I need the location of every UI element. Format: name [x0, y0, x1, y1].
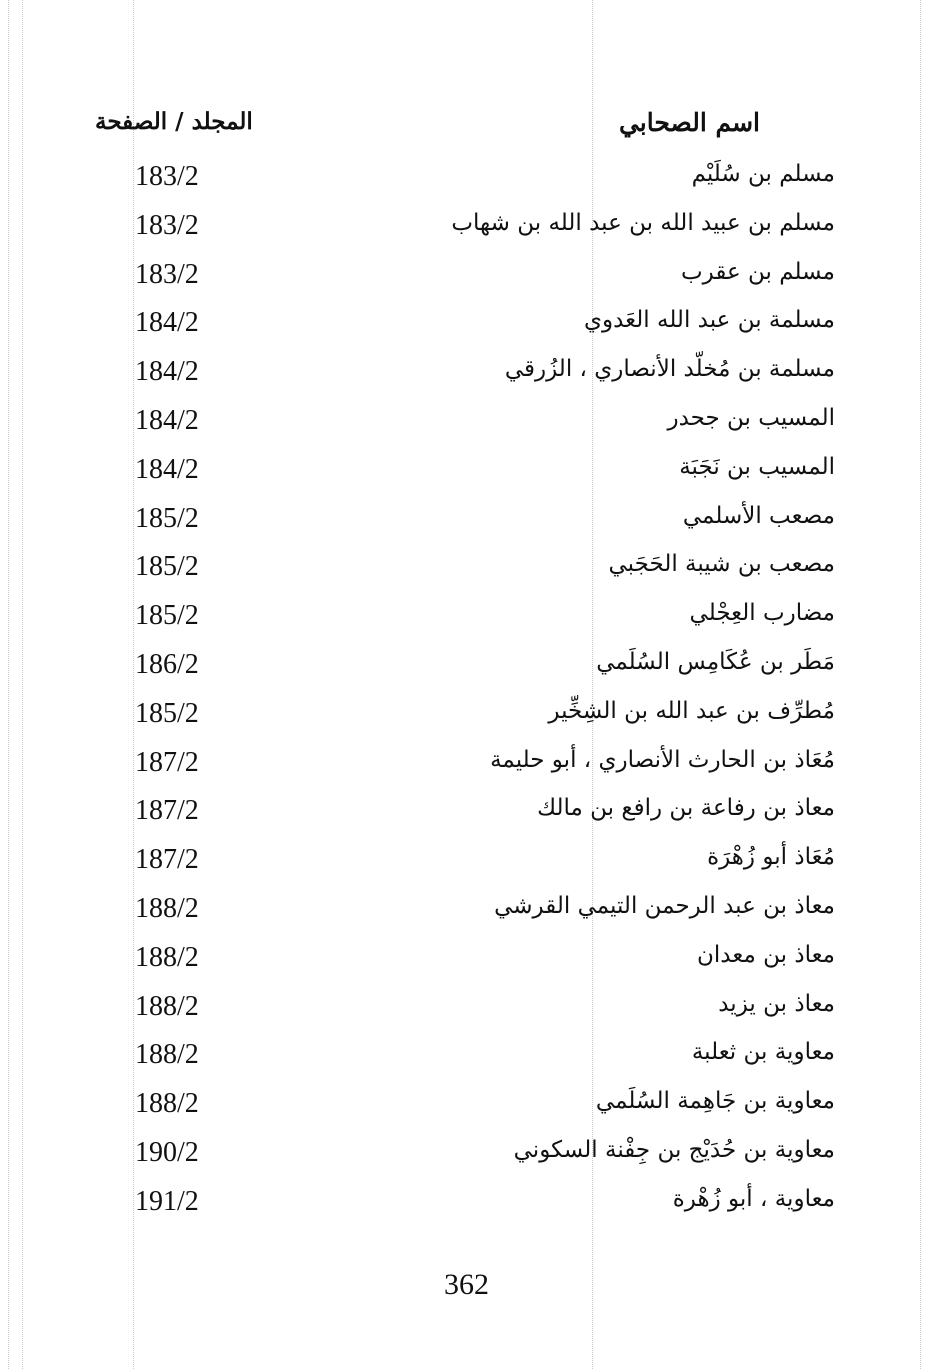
index-entry: [90, 1082, 840, 1131]
index-entry: [90, 594, 840, 643]
table-header: [90, 108, 840, 148]
entry-ref: 188/2: [135, 941, 199, 973]
index-entry: [90, 838, 840, 887]
entry-ref: 188/2: [135, 990, 199, 1022]
scan-edge-line-left-inner: [22, 0, 23, 1369]
entry-ref: 184/2: [135, 307, 199, 339]
entry-name: مسلمة بن مُخلّد الأنصاري ، الزُرقي: [504, 356, 835, 383]
entry-name: مُعَاذ بن الحارث الأنصاري ، أبو حليمة: [490, 746, 835, 773]
index-entry: [90, 350, 840, 399]
index-entry: [90, 253, 840, 302]
entry-ref: 190/2: [135, 1136, 199, 1168]
index-entry: [90, 204, 840, 253]
index-entry: [90, 1180, 840, 1229]
entry-ref: 186/2: [135, 648, 199, 680]
entry-name: مُعَاذ أبو زُهْرَة: [707, 844, 835, 871]
index-entry: [90, 643, 840, 692]
entry-ref: 187/2: [135, 844, 199, 876]
index-entry: [90, 497, 840, 546]
entry-name: معاذ بن عبد الرحمن التيمي القرشي: [494, 892, 835, 919]
entry-ref: 185/2: [135, 697, 199, 729]
entry-name: المسيب بن جحدر: [667, 404, 835, 431]
entry-name: معاوية ، أبو زُهْرة: [672, 1185, 835, 1212]
entry-name: معاذ بن يزيد: [718, 990, 835, 1017]
entry-name: مسلم بن عبيد الله بن عبد الله بن شهاب: [451, 209, 835, 236]
entry-ref: 184/2: [135, 453, 199, 485]
entry-ref: 183/2: [135, 161, 199, 192]
index-entry: [90, 789, 840, 838]
index-entry: [90, 399, 840, 448]
entry-ref: 184/2: [135, 404, 199, 436]
entry-name: معاذ بن معدان: [697, 941, 835, 968]
entry-name: المسيب بن نَجَبَة: [679, 453, 835, 480]
entry-name: مَطَر بن عُكَامِس السُلَمي: [596, 648, 835, 675]
column-header-volume-page: المجلد / الصفحة: [95, 108, 253, 135]
entry-name: مسلمة بن عبد الله العَدوي: [584, 307, 835, 334]
scan-edge-line-right: [920, 0, 921, 1369]
entry-name: معاوية بن حُدَيْج بن جِفْنة السكوني: [513, 1136, 835, 1163]
entry-ref: 185/2: [135, 551, 199, 583]
scan-edge-line-left: [8, 0, 9, 1369]
index-entries: [90, 155, 840, 1229]
entry-ref: 188/2: [135, 1039, 199, 1071]
entry-name: مُطرِّف بن عبد الله بن الشِخِّير: [548, 697, 835, 724]
entry-ref: 187/2: [135, 746, 199, 778]
entry-name: مصعب الأسلمي: [682, 502, 835, 529]
entry-ref: 185/2: [135, 502, 199, 534]
page-number: 362: [444, 1268, 489, 1301]
entry-name: مصعب بن شيبة الحَجَبي: [608, 551, 835, 578]
entry-ref: 188/2: [135, 1088, 199, 1120]
index-entry: [90, 448, 840, 497]
entry-name: مسلم بن عقرب: [681, 258, 835, 285]
index-entry: [90, 1131, 840, 1180]
index-entry: [90, 887, 840, 936]
entry-ref: 188/2: [135, 892, 199, 924]
index-entry: [90, 936, 840, 985]
index-entry: [90, 155, 840, 204]
index-entry: [90, 692, 840, 741]
entry-name: مسلم بن سُلَيْم: [691, 161, 835, 187]
entry-name: معاوية بن جَاهِمة السُلَمي: [595, 1088, 835, 1115]
index-entry: [90, 545, 840, 594]
entry-ref: 191/2: [135, 1185, 199, 1217]
entry-name: معاوية بن ثعلبة: [691, 1039, 835, 1066]
entry-ref: 184/2: [135, 356, 199, 388]
index-entry: [90, 1033, 840, 1082]
entry-name: مضارب العِجْلي: [689, 600, 835, 627]
entry-ref: 183/2: [135, 209, 199, 241]
index-entry: [90, 741, 840, 790]
index-entry: [90, 985, 840, 1034]
entry-ref: 183/2: [135, 258, 199, 290]
entry-ref: 187/2: [135, 795, 199, 827]
column-header-companion-name: اسم الصحابي: [618, 108, 760, 137]
entry-ref: 185/2: [135, 600, 199, 632]
index-entry: [90, 301, 840, 350]
entry-name: معاذ بن رفاعة بن رافع بن مالك: [537, 795, 835, 822]
